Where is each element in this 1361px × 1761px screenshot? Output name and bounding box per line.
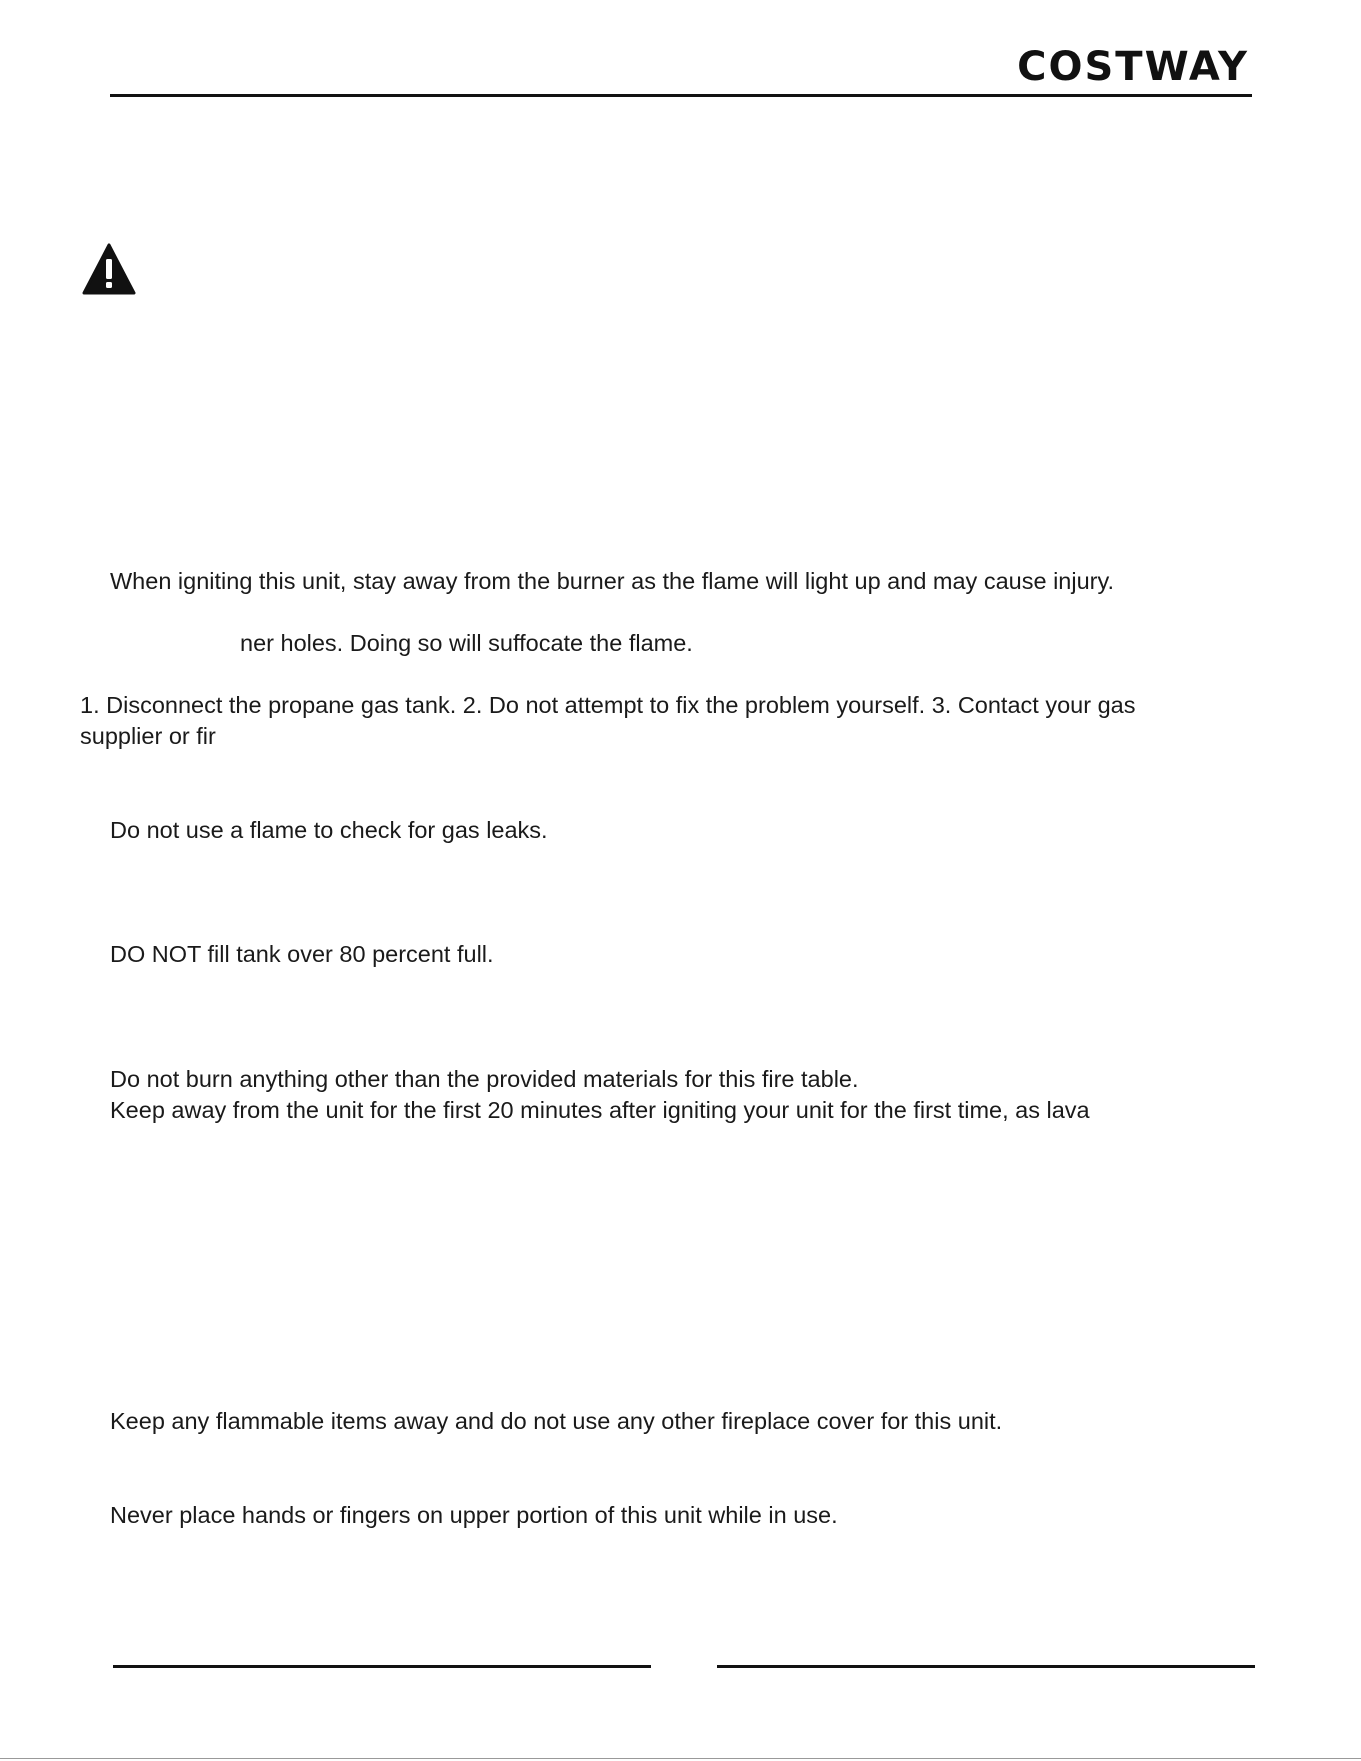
warning-line-flame-check: Do not use a flame to check for gas leaks. — [110, 817, 548, 843]
header-rule — [110, 94, 1252, 97]
warning-line-tank-fill: DO NOT fill tank over 80 percent full. — [110, 941, 494, 967]
warning-line-first-use: Keep away from the unit for the first 20 minutes after igniting your unit for the first time, as lava — [110, 1097, 1090, 1123]
warning-triangle-icon — [82, 243, 136, 295]
warning-line-flammable-items: Keep any flammable items away and do not use any other fireplace cover for this unit. — [110, 1408, 1003, 1434]
warning-line-ignite: When igniting this unit, stay away from the burner as the flame will light up and may cause injury. — [110, 568, 1115, 594]
warning-line-burn-materials: Do not burn anything other than the provided materials for this fire table. — [110, 1066, 859, 1092]
warning-line-hands: Never place hands or fingers on upper portion of this unit while in use. — [110, 1502, 838, 1528]
costway-logo — [991, 40, 1251, 88]
logo-wordmark: COSTWAY — [1017, 44, 1249, 88]
warning-line-gas-leak-steps: 1. Disconnect the propane gas tank. 2. Do not attempt to fix the problem yourself. 3. Contact your gas — [80, 692, 1136, 718]
page-bottom-edge — [0, 1758, 1361, 1759]
footer-rule-right — [717, 1665, 1255, 1668]
footer-rule-left — [113, 1665, 651, 1668]
warning-line-burner-holes: ner holes. Doing so will suffocate the flame. — [240, 630, 693, 656]
warning-line-gas-leak-steps-cont: supplier or fir — [80, 723, 216, 749]
